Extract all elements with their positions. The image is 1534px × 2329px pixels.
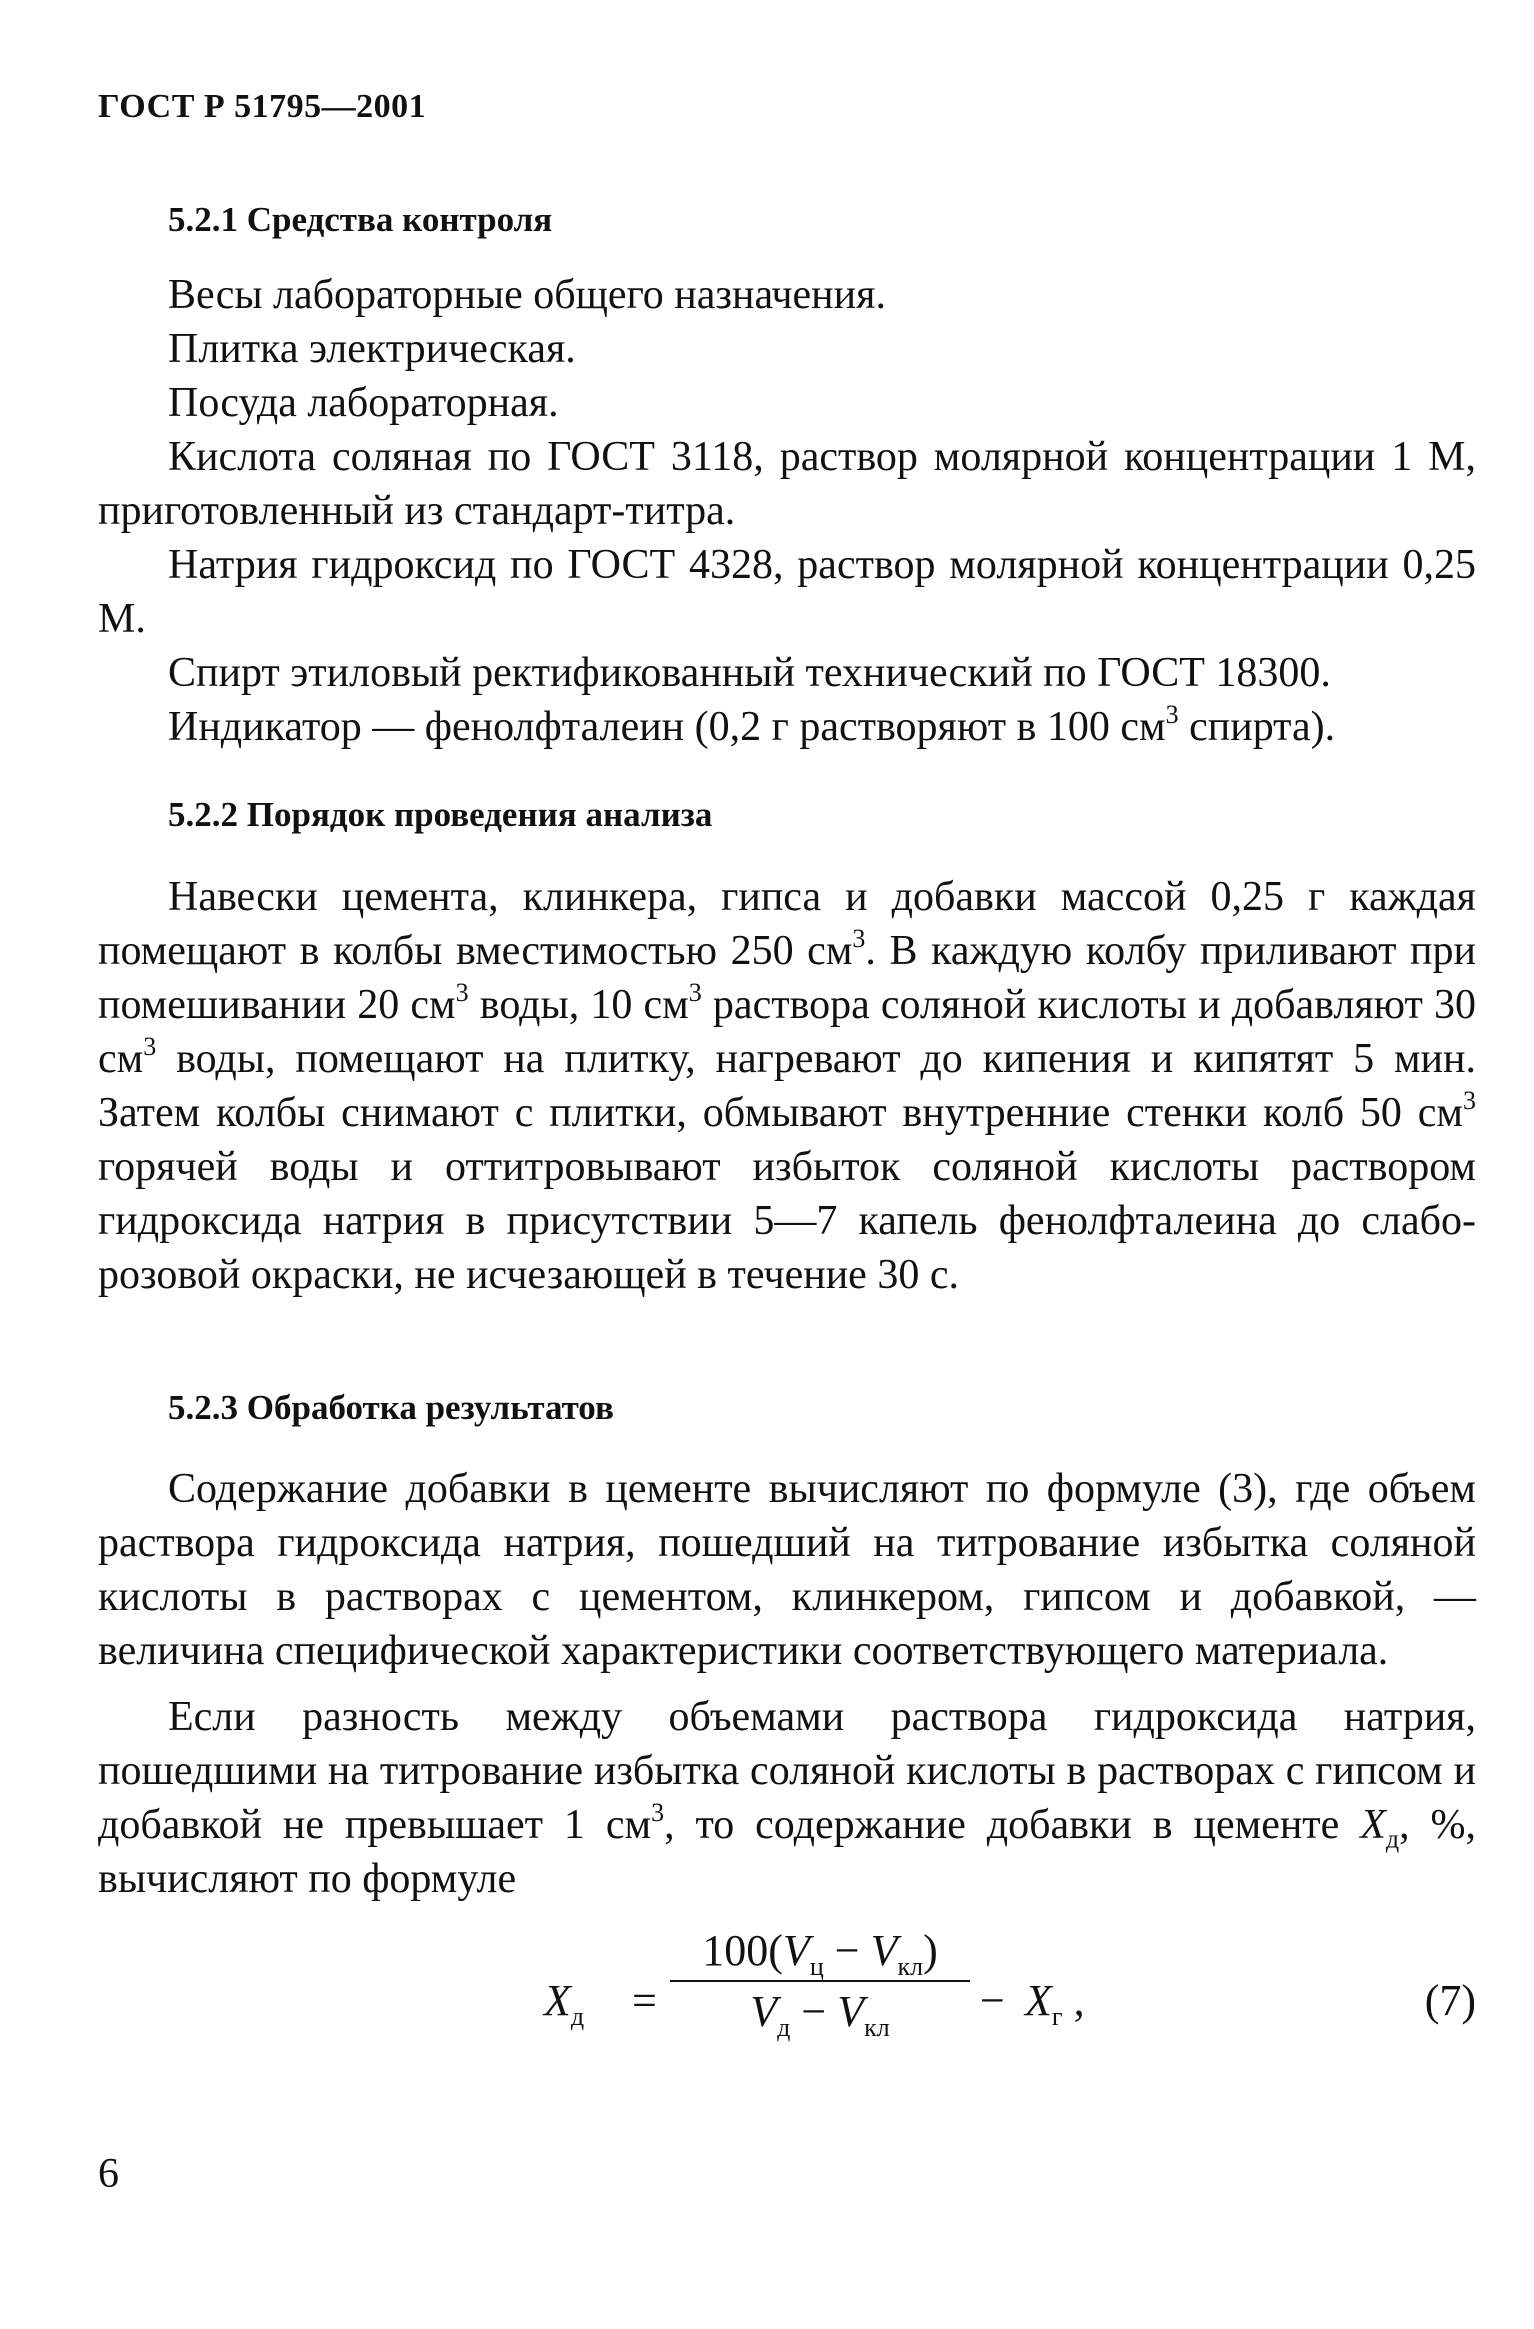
superscript: 3 xyxy=(455,978,469,1007)
formula-lhs xyxy=(544,1975,585,2031)
minus-sign: − xyxy=(823,1926,871,1975)
paragraph xyxy=(98,870,1476,1302)
numerator xyxy=(670,1925,970,1981)
subscript: ц xyxy=(809,1951,824,1981)
list-item: Посуда лабораторная. xyxy=(168,380,559,426)
list-item xyxy=(98,700,1476,754)
text-span: , %, вычисляют по формуле xyxy=(98,1802,1476,1902)
text-span: раствора соляной кислоты и добавляют 30 см xyxy=(98,982,1476,1082)
superscript: 3 xyxy=(1165,700,1179,729)
text-span: воды, 10 см xyxy=(468,982,689,1028)
spacer xyxy=(98,1678,1476,1690)
superscript: 3 xyxy=(143,1032,157,1061)
variable: X xyxy=(1025,1976,1052,2025)
text-span: горячей воды и оттитровывают избыток соляной кислоты раствором гидроксида натрия в присутствии 5—7 капель фенолфталеина до слабо-розовой окраски, не исчезающей в течение 30 с. xyxy=(98,1144,1476,1298)
denominator xyxy=(670,1986,970,2042)
equals-sign: = xyxy=(632,1976,657,2025)
subscript: д xyxy=(777,2012,791,2042)
text-span: . В каждую колбу приливают при помешивании 20 см xyxy=(98,928,1476,1028)
superscript: 3 xyxy=(651,1798,665,1827)
list-item: Кислота соляная по ГОСТ 3118, раствор молярной концентрации 1 М, приготовленный из стандарт-титра. xyxy=(98,434,1476,534)
section-5-2-2-body xyxy=(98,870,1476,1302)
list-item: Весы лабораторные общего назначения. xyxy=(168,272,886,318)
variable: V xyxy=(837,1987,865,2036)
text-span: , то содержание добавки в цементе xyxy=(664,1802,1361,1848)
paragraph xyxy=(98,1690,1476,1906)
text-span: , xyxy=(1062,1976,1085,2025)
subscript: кл xyxy=(897,1951,924,1981)
text-span: ) xyxy=(923,1926,938,1975)
text-span: спирта). xyxy=(1178,704,1336,750)
list-item: Спирт этиловый ректификованный технический по ГОСТ 18300. xyxy=(168,650,1331,696)
variable: X xyxy=(544,1976,571,2025)
section-5-2-3-body xyxy=(98,1462,1476,1906)
section-title-5-2-3: 5.2.3 Обработка результатов xyxy=(168,1388,614,1427)
section-5-2-1-body xyxy=(98,268,1476,754)
subscript: д xyxy=(570,2001,585,2031)
subscript: д xyxy=(1385,1824,1400,1854)
variable: V xyxy=(870,1926,898,1975)
page-number: 6 xyxy=(98,2151,119,2197)
formula-number: (7) xyxy=(1424,1976,1476,2025)
paragraph: Содержание добавки в цементе вычисляют по формуле (3), где объем раствора гидроксида натрия, пошедший на титрование избытка соляной кислоты в растворах с цементом, клинкером, гипсом и добавкой, — величина специфической характеристики соответствующего материала. xyxy=(98,1466,1476,1674)
superscript: 3 xyxy=(852,924,866,953)
section-title-5-2-1: 5.2.1 Средства контроля xyxy=(168,200,553,239)
list-item: Натрия гидроксид по ГОСТ 4328, раствор молярной концентрации 0,25 М. xyxy=(98,542,1476,642)
formula-rhs xyxy=(1025,1975,1085,2031)
variable: V xyxy=(750,1987,778,2036)
superscript: 3 xyxy=(688,978,702,1007)
variable: X xyxy=(1360,1802,1386,1848)
subscript: г xyxy=(1051,2001,1063,2031)
text-span: 100( xyxy=(702,1926,783,1975)
minus-sign: − xyxy=(980,1976,1005,2025)
superscript: 3 xyxy=(1463,1086,1476,1115)
running-header: ГОСТ Р 51795—2001 xyxy=(98,88,427,125)
subscript: кл xyxy=(864,2012,890,2042)
list-item: Плитка электрическая. xyxy=(168,326,576,372)
formula-7 xyxy=(520,1925,1476,2075)
fraction xyxy=(670,1925,970,2042)
text-span: воды, помещают на плитку, нагревают до кипения и кипятят 5 мин. Затем колбы снимают с плитки, обмывают внутренние стенки колб 50 см xyxy=(98,1036,1476,1136)
minus-sign: − xyxy=(790,1987,838,2036)
variable: V xyxy=(782,1926,810,1975)
section-title-5-2-2: 5.2.2 Порядок проведения анализа xyxy=(168,795,713,834)
text-span: Навески цемента, клинкера, гипса и добавки массой 0,25 г каждая помещают в колбы вместимостью 250 см xyxy=(98,874,1476,974)
text-span: Индикатор — фенолфталеин (0,2 г растворяют в 100 см xyxy=(168,704,1166,750)
text-span: Если разность между объемами раствора гидроксида натрия, пошедшими на титрование избытка соляной кислоты в растворах с гипсом и добавкой не превышает 1 см xyxy=(98,1694,1476,1848)
